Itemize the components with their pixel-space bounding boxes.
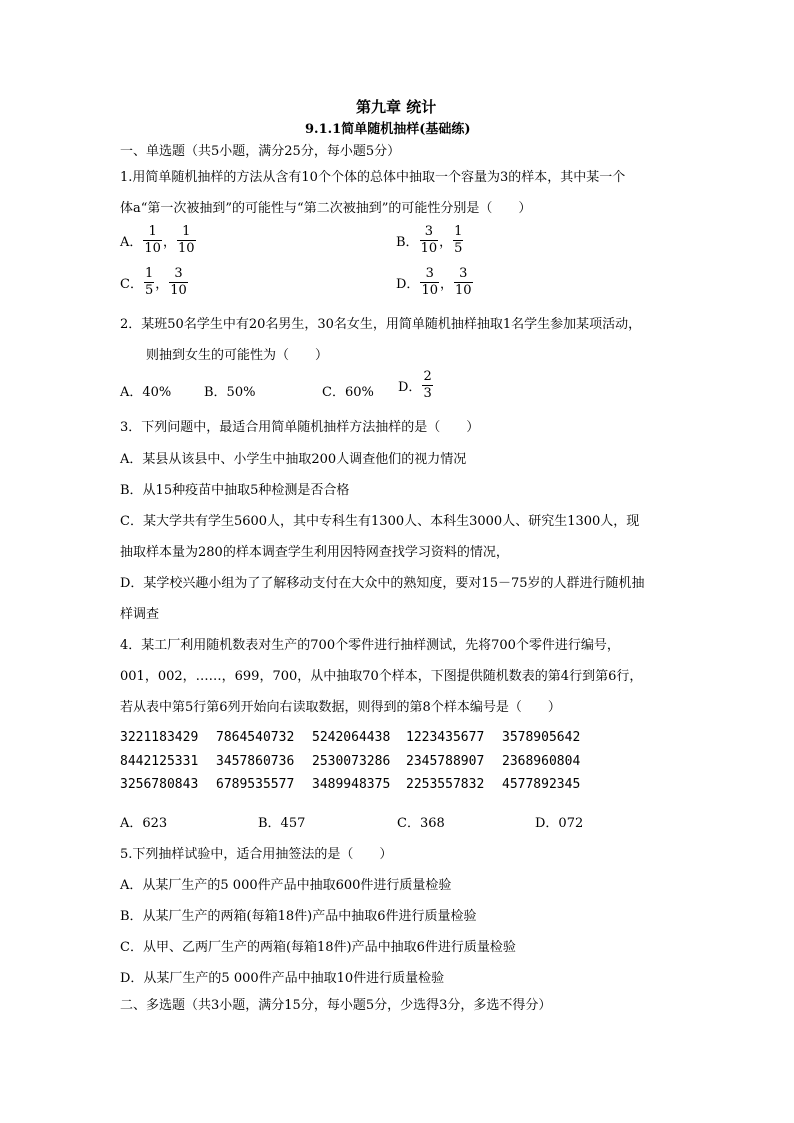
q5-option-b: B．从某厂生产的两箱(每箱18件)产品中抽取6件进行质量检验 bbox=[120, 909, 477, 924]
q4-option-a: A．623 bbox=[120, 816, 168, 831]
q1-stem-line2: 体a“第一次被抽到”的可能性与“第二次被抽到”的可能性分别是（ ） bbox=[120, 201, 532, 216]
table-cell: 4577892345 bbox=[502, 777, 581, 792]
table-cell: 3256780843 bbox=[120, 777, 199, 792]
fraction: $\frac{1}{10}$ bbox=[177, 224, 195, 256]
q4-stem-line2: 001，002，……，699，700，从中抽取70个样本，下图提供随机数表的第4行到第6行， bbox=[120, 669, 643, 684]
q3-stem: 3．下列问题中，最适合用简单随机抽样方法抽样的是（ ） bbox=[120, 420, 480, 435]
fraction: $\frac{3}{10}$ bbox=[455, 266, 472, 298]
option-label: C． bbox=[120, 277, 143, 292]
q4-option-b: B．457 bbox=[258, 816, 306, 831]
fraction: $\frac{2}{3}$ bbox=[423, 369, 432, 401]
option-label: D． bbox=[398, 380, 422, 395]
option-label: B． bbox=[396, 235, 419, 250]
q3-option-c-line2: 抽取样本量为280的样本调查学生利用因特网查找学习资料的情况， bbox=[120, 545, 509, 560]
q4-option-c: C．368 bbox=[397, 816, 445, 831]
q5-option-d: D．从某厂生产的5 000件产品中抽取10件进行质量检验 bbox=[120, 971, 445, 986]
q4-stem-line1: 4．某工厂利用随机数表对生产的700个零件进行抽样测试，先将700个零件进行编号， bbox=[120, 638, 620, 653]
option-label: A． bbox=[120, 235, 143, 250]
q5-stem: 5.下列抽样试验中，适合用抽签法的是（ ） bbox=[120, 847, 393, 862]
table-cell: 8442125331 bbox=[120, 754, 199, 769]
table-cell: 2345788907 bbox=[406, 754, 485, 769]
q2-option-d bbox=[398, 369, 434, 402]
table-cell: 3578905642 bbox=[502, 730, 581, 745]
q3-option-d-line2: 样调查 bbox=[120, 607, 160, 622]
section-single-choice: 一、单选题（共5小题，满分25分，每小题5分） bbox=[120, 144, 401, 159]
q3-option-c-line1: C．某大学共有学生5600人，其中专科生有1300人、本科生3000人、研究生1300人，现 bbox=[120, 514, 640, 529]
q1-option-c bbox=[120, 266, 189, 299]
table-cell: 2530073286 bbox=[312, 754, 391, 769]
q2-stem-line2: 则抽到女生的可能性为（ ） bbox=[146, 348, 329, 363]
q5-option-a: A．从某厂生产的5 000件产品中抽取600件进行质量检验 bbox=[120, 878, 452, 893]
q3-option-a: A．某县从该县中、小学生中抽取200人调查他们的视力情况 bbox=[120, 452, 467, 467]
q2-stem-line1: 2．某班50名学生中有20名男生，30名女生，用简单随机抽样抽取1名学生参加某项活动， bbox=[120, 317, 642, 332]
option-label: D． bbox=[396, 277, 420, 292]
table-cell: 5242064438 bbox=[312, 730, 391, 745]
separator: ， bbox=[439, 277, 453, 292]
page-title: 第九章 统计 bbox=[356, 98, 437, 116]
q1-stem-line1: 1.用简单随机抽样的方法从含有10个个体的总体中抽取一个容量为3的样本，其中某一个 bbox=[120, 170, 626, 185]
section-multi-choice: 二、多选题（共3小题，满分15分，每小题5分，少选得3分，多选不得分） bbox=[120, 998, 552, 1013]
separator: ， bbox=[439, 235, 453, 250]
q5-option-c: C．从甲、乙两厂生产的两箱(每箱18件)产品中抽取6件进行质量检验 bbox=[120, 940, 516, 955]
table-cell: 3489948375 bbox=[312, 777, 391, 792]
q2-option-a: A．40% bbox=[120, 385, 172, 400]
table-cell: 2368960804 bbox=[502, 754, 581, 769]
table-cell: 6789535577 bbox=[216, 777, 295, 792]
table-cell: 3457860736 bbox=[216, 754, 295, 769]
fraction: $\frac{3}{10}$ bbox=[170, 266, 187, 298]
table-cell: 1223435677 bbox=[406, 730, 485, 745]
q4-stem-line3: 若从表中第5行第6列开始向右读取数据，则得到的第8个样本编号是（ ） bbox=[120, 700, 561, 715]
q3-option-d-line1: D．某学校兴趣小组为了了解移动支付在大众中的熟知度，要对15－75岁的人群进行随机抽 bbox=[120, 576, 645, 591]
page-subtitle: 9.1.1简单随机抽样(基础练) bbox=[305, 122, 471, 137]
table-cell: 7864540732 bbox=[216, 730, 295, 745]
q1-option-b bbox=[396, 224, 464, 257]
q2-option-b: B．50% bbox=[204, 385, 256, 400]
fraction: $\frac{3}{10}$ bbox=[420, 224, 438, 256]
q1-option-a bbox=[120, 224, 197, 257]
fraction: $\frac{1}{5}$ bbox=[144, 266, 154, 298]
separator: ， bbox=[162, 235, 176, 250]
separator: ， bbox=[155, 277, 169, 292]
q2-option-c: C．60% bbox=[322, 385, 374, 400]
table-cell: 3221183429 bbox=[120, 730, 199, 745]
q3-option-b: B．从15种疫苗中抽取5种检测是否合格 bbox=[120, 483, 350, 498]
fraction: $\frac{3}{10}$ bbox=[421, 266, 438, 298]
fraction: $\frac{1}{10}$ bbox=[144, 224, 161, 256]
table-cell: 2253557832 bbox=[406, 777, 485, 792]
fraction: $\frac{1}{5}$ bbox=[454, 224, 463, 256]
q1-option-d bbox=[396, 266, 474, 299]
q4-option-d: D．072 bbox=[535, 816, 584, 831]
